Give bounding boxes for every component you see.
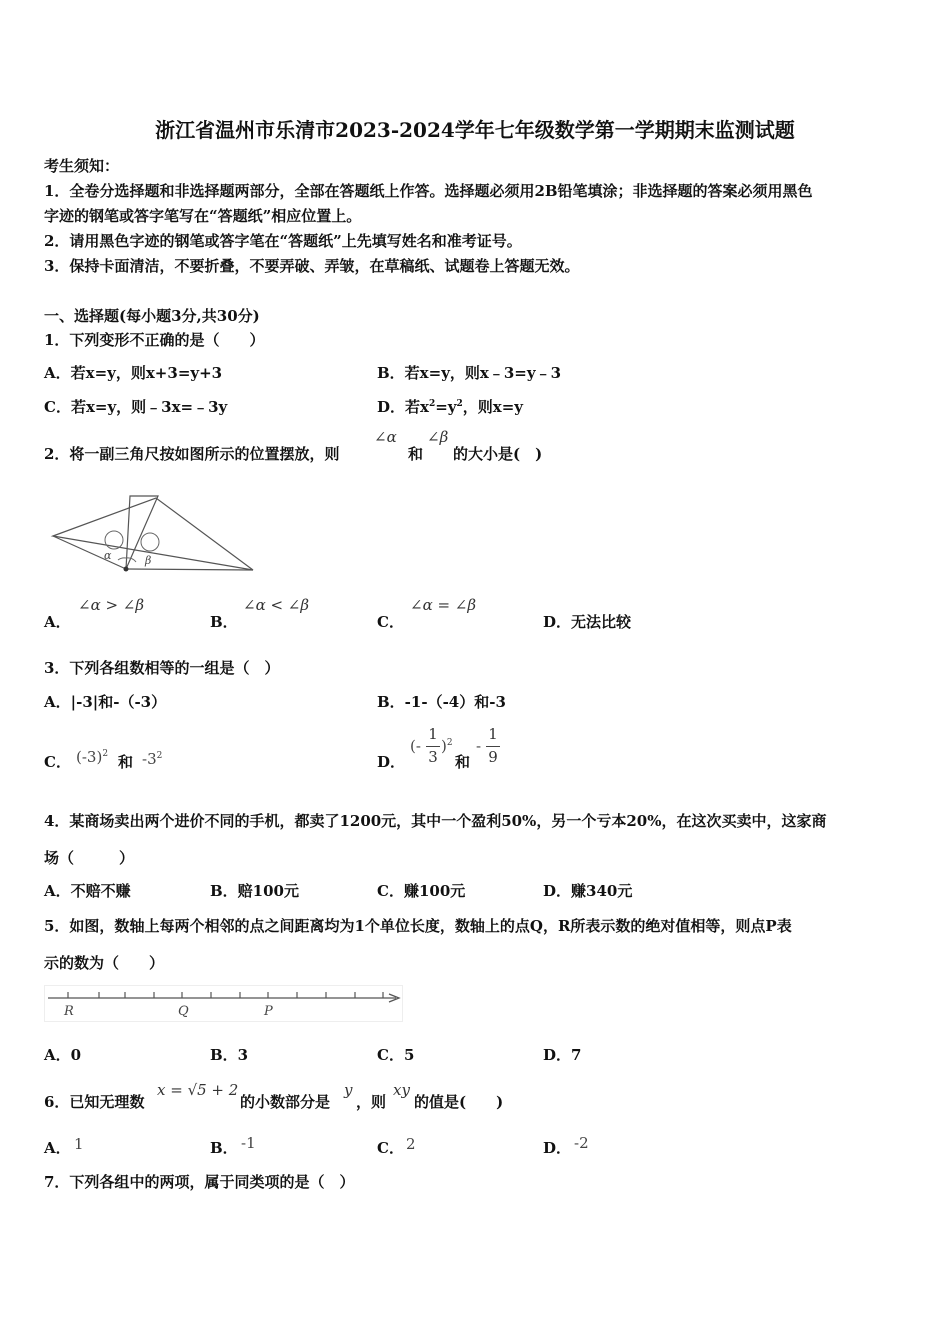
fraction-denominator: 9 (488, 748, 498, 766)
question-3-option-d-close: )$^2$ (441, 737, 453, 755)
question-3-option-c-expr2: $-3^2$ (142, 750, 163, 768)
notice-item: 2．请用黑色字迹的钢笔或答字笔在“答题纸”上先填写姓名和准考证号。 (44, 232, 522, 250)
question-4-option-b: B．赔100元 (210, 882, 299, 900)
question-2-option-b-label: B． (210, 613, 238, 631)
question-1-option-c: C．若x=y，则﹣3x=﹣3y (44, 398, 228, 416)
figure-beta-label: β (145, 554, 152, 567)
question-4-stem-line2: 场（ ） (44, 849, 135, 867)
question-2-option-b-math: ∠α < ∠β (243, 596, 310, 614)
question-2-and: 和 (408, 445, 424, 463)
question-6-stem-mid2: ，则 (356, 1093, 387, 1111)
section-heading: 一、选择题(每小题3分,共30分) (44, 307, 260, 325)
fraction-numerator: 1 (488, 725, 498, 743)
question-5-stem: 5．如图，数轴上每两个相邻的点之间距离均为1个单位长度，数轴上的点Q，R所表示数的绝对值相等，则点P表 (44, 917, 792, 935)
question-1-option-b: B．若x=y，则x﹣3=y﹣3 (377, 364, 562, 382)
fraction-numerator: 1 (428, 725, 438, 743)
question-3-option-a: A．|-3|和-（-3） (44, 693, 167, 711)
question-2-option-c-math: ∠α = ∠β (410, 596, 477, 614)
question-3-option-c-label: C． (44, 753, 71, 771)
question-5-option-b: B．3 (210, 1046, 249, 1064)
notice-item: 字迹的钢笔或答字笔写在“答题纸”相应位置上。 (44, 207, 362, 225)
question-6-option-c-label: C． (377, 1139, 404, 1157)
question-6-xy: xy (393, 1081, 410, 1099)
question-2-option-a-math: ∠α > ∠β (78, 596, 145, 614)
question-6-option-c-value: 2 (406, 1135, 416, 1153)
number-line-label-q: Q (178, 1004, 189, 1019)
question-3-stem: 3．下列各组数相等的一组是（ ） (44, 659, 280, 677)
question-7-stem: 7．下列各组中的两项，属于同类项的是（ ） (44, 1173, 355, 1191)
notice-item: 1．全卷分选择题和非选择题两部分，全部在答题纸上作答。选择题必须用2B铅笔填涂；非选择题的答案必须用黑色 (44, 182, 813, 200)
fraction-denominator: 3 (428, 748, 438, 766)
page-title: 浙江省温州市乐清市2023-2024学年七年级数学第一学期期末监测试题 (155, 118, 795, 142)
question-6-option-a-label: A． (44, 1139, 71, 1157)
triangle-rulers-figure (48, 492, 263, 582)
question-3-option-d-neg: - (476, 737, 482, 755)
notice-heading: 考生须知： (44, 157, 120, 175)
question-3-option-d-open: (- (410, 737, 421, 755)
question-1-stem: 1．下列变形不正确的是（ ） (44, 331, 265, 349)
question-1-option-a: A．若x=y，则x+3=y+3 (44, 364, 223, 382)
question-3-option-d-and: 和 (455, 753, 471, 771)
question-6-y: y (344, 1081, 353, 1099)
question-5-option-c: C．5 (377, 1046, 415, 1064)
number-line-label-p: P (264, 1004, 273, 1019)
notice-item: 3．保持卡面清洁，不要折叠，不要弄破、弄皱，在草稿纸、试题卷上答题无效。 (44, 257, 580, 275)
figure-alpha-label: α (104, 549, 112, 562)
question-3-option-b: B．-1-（-4）和-3 (377, 693, 506, 711)
question-1-option-d: D．若$x^2=y^2$，则x=y (377, 398, 524, 416)
question-3-option-c-and: 和 (118, 753, 134, 771)
question-5-option-d: D．7 (543, 1046, 582, 1064)
number-line-label-r: R (64, 1004, 74, 1019)
question-2-option-d: D．无法比较 (543, 613, 632, 631)
question-3-option-d-label: D． (377, 753, 406, 771)
beta-angle-symbol: ∠β (427, 428, 449, 446)
question-4-stem: 4．某商场卖出两个进价不同的手机，都卖了1200元，其中一个盈利50%，另一个亏本20%，在这次买卖中，这家商 (44, 812, 827, 830)
question-5-stem-line2: 示的数为（ ） (44, 954, 165, 972)
question-3-option-c-expr: $(-3)^2$ (76, 748, 109, 766)
question-6-stem: 6．已知无理数 (44, 1093, 145, 1111)
question-5-option-a: A．0 (44, 1046, 82, 1064)
question-6-stem-mid: 的小数部分是 (240, 1093, 331, 1111)
question-6-option-d-label: D． (543, 1139, 572, 1157)
question-6-option-a-value: 1 (74, 1135, 84, 1153)
fraction-bar (426, 746, 440, 747)
question-4-option-d: D．赚340元 (543, 882, 633, 900)
question-2-stem: 2．将一副三角尺按如图所示的位置摆放，则 (44, 445, 340, 463)
question-2-stem-end: 的大小是( ) (453, 445, 543, 463)
question-2-option-c-label: C． (377, 613, 404, 631)
alpha-angle-symbol: ∠α (374, 428, 397, 446)
fraction-bar (486, 746, 500, 747)
question-6-x-expression: x = √5 + 2 (157, 1081, 239, 1099)
question-6-stem-end: 的值是( ) (414, 1093, 504, 1111)
question-6-option-b-label: B． (210, 1139, 238, 1157)
question-2-option-a-label: A． (44, 613, 71, 631)
question-6-option-d-value: -2 (574, 1134, 589, 1152)
question-4-option-a: A．不赔不赚 (44, 882, 131, 900)
question-6-option-b-value: -1 (241, 1134, 256, 1152)
question-4-option-c: C．赚100元 (377, 882, 466, 900)
number-line-figure (44, 985, 406, 1025)
